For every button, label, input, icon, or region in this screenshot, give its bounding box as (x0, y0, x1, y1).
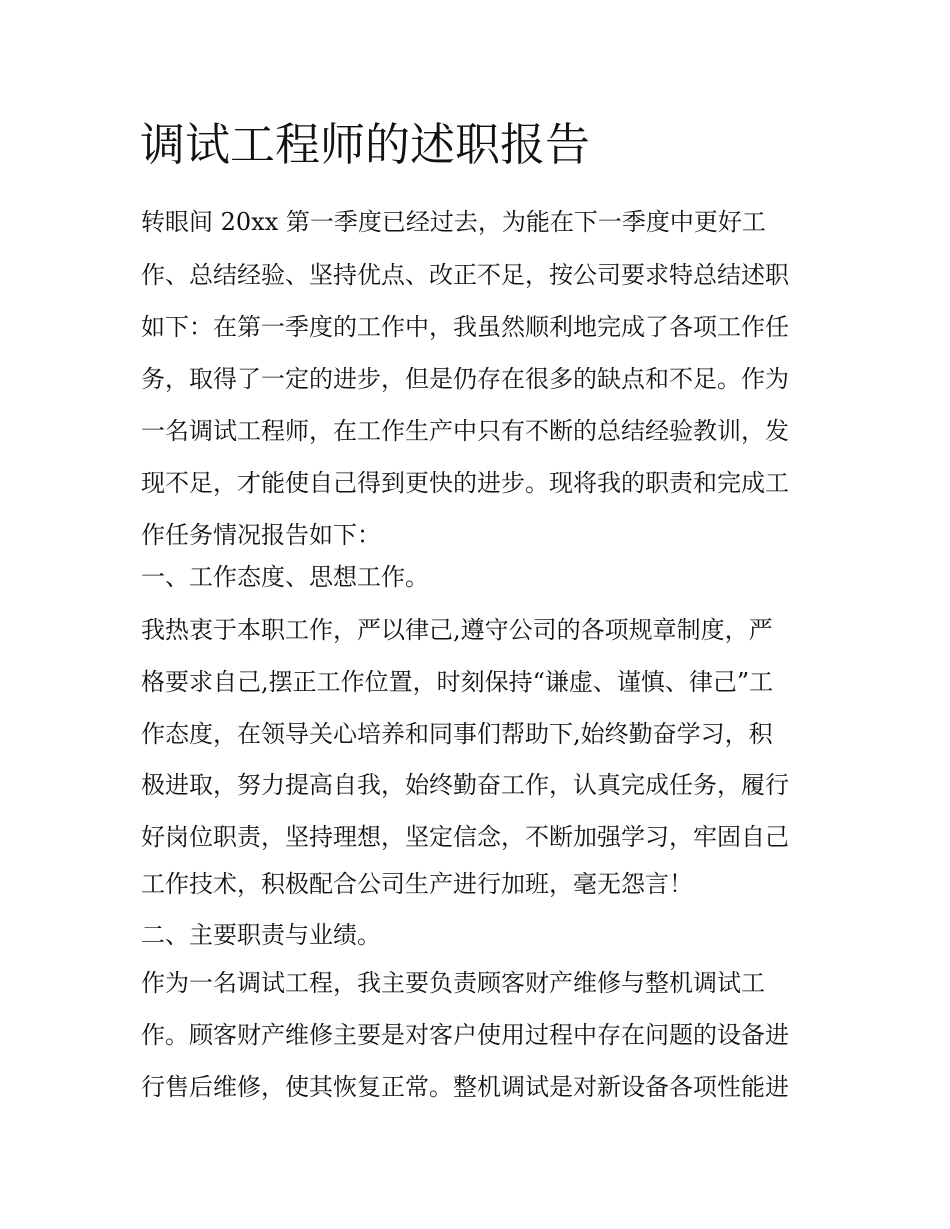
paragraph-line: 好岗位职责，坚持理想，坚定信念，不断加强学习，牢固自己 (141, 823, 789, 851)
section-heading: 二、主要职责与业绩。 (141, 921, 381, 949)
paragraph-line: 作、总结经验、坚持优点、改正不足，按公司要求特总结述职 (141, 261, 789, 289)
paragraph-line: 转眼间 20xx 第一季度已经过去，为能在下一季度中更好工 (141, 208, 766, 236)
paragraph-line: 格要求自己,摆正工作位置，时刻保持“谦虚、谨慎、律己”工 (141, 668, 774, 696)
paragraph-line: 务，取得了一定的进步，但是仍存在很多的缺点和不足。作为 (141, 365, 789, 393)
paragraph-line: 作为一名调试工程，我主要负责顾客财产维修与整机调试工 (141, 969, 765, 997)
paragraph-line: 行售后维修，使其恢复正常。整机调试是对新设备各项性能进 (141, 1073, 789, 1101)
section-heading: 一、工作态度、思想工作。 (141, 563, 429, 591)
paragraph-line: 我热衷于本职工作，严以律己,遵守公司的各项规章制度，严 (141, 616, 773, 644)
paragraph-line: 作态度，在领导关心培养和同事们帮助下,始终勤奋学习，积 (141, 720, 773, 748)
paragraph-line: 工作技术，积极配合公司生产进行加班，毫无怨言！ (141, 870, 693, 898)
paragraph-line: 作任务情况报告如下： (141, 521, 381, 549)
paragraph-line: 现不足，才能使自己得到更快的进步。现将我的职责和完成工 (141, 469, 789, 497)
paragraph-line: 如下：在第一季度的工作中，我虽然顺利地完成了各项工作任 (141, 313, 789, 341)
paragraph-line: 极进取，努力提高自我，始终勤奋工作，认真完成任务，履行 (141, 771, 789, 799)
document-title: 调试工程师的述职报告 (140, 118, 591, 171)
paragraph-line: 一名调试工程师，在工作生产中只有不断的总结经验教训，发 (141, 417, 789, 445)
paragraph-line: 作。顾客财产维修主要是对客户使用过程中存在问题的设备进 (141, 1021, 789, 1049)
